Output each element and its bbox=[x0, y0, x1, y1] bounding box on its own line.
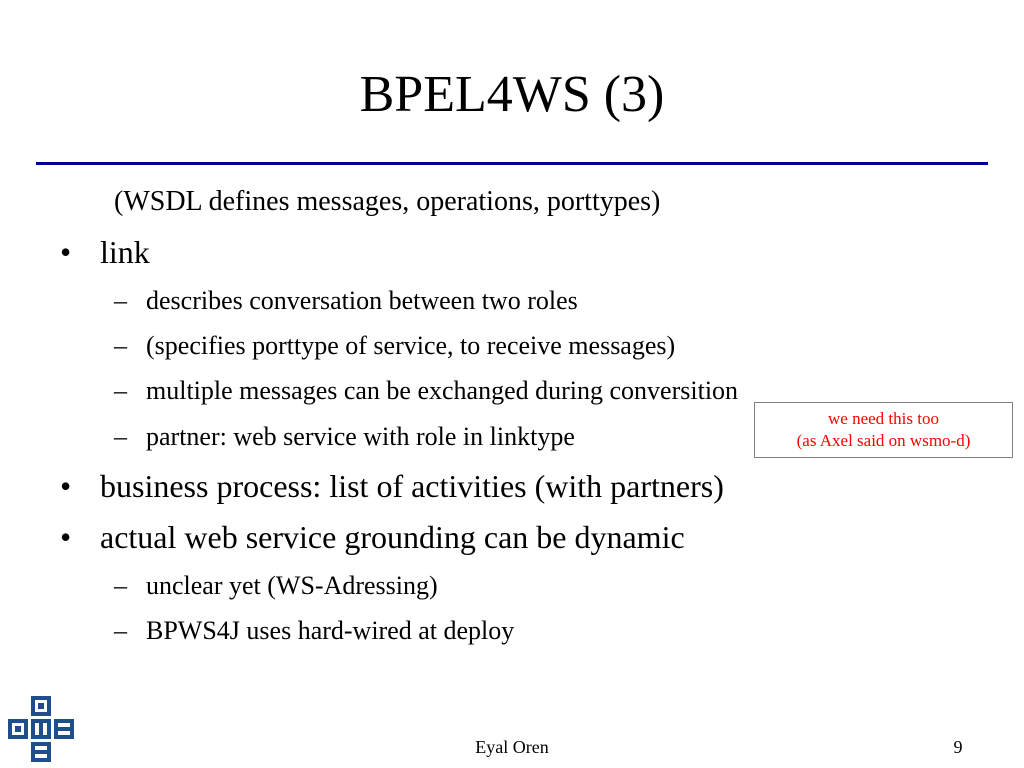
sub-bullet-marker: – bbox=[114, 571, 127, 600]
page-number: 9 bbox=[953, 737, 963, 757]
bullet-marker: • bbox=[60, 519, 72, 555]
sub-bullet-unclear bbox=[114, 569, 438, 603]
title-underline bbox=[36, 162, 988, 165]
sub-bullet-marker: – bbox=[114, 422, 127, 451]
sub-bullet-text: partner: web service with role in linktype bbox=[146, 422, 575, 451]
wsdl-note: (WSDL defines messages, operations, porttypes) bbox=[114, 186, 661, 217]
comment-line-2: (as Axel said on wsmo-d) bbox=[796, 431, 971, 450]
sub-bullet-bpws4j bbox=[114, 614, 514, 648]
sub-bullet-marker: – bbox=[114, 616, 127, 645]
sub-bullet-describes bbox=[114, 284, 578, 318]
bullet-business-process bbox=[60, 466, 724, 506]
bullet-grounding bbox=[60, 517, 685, 557]
sub-bullet-text: multiple messages can be exchanged during conversition bbox=[146, 376, 739, 405]
sub-bullet-marker: – bbox=[114, 331, 127, 360]
sub-bullet-marker: – bbox=[114, 286, 127, 315]
bullet-text: link bbox=[100, 234, 150, 270]
bullet-marker: • bbox=[60, 468, 72, 504]
bullet-text: actual web service grounding can be dynamic bbox=[100, 519, 685, 555]
sub-bullet-multiple-messages bbox=[114, 374, 738, 408]
sub-bullet-text: describes conversation between two roles bbox=[146, 286, 578, 315]
slide-title: BPEL4WS (3) bbox=[359, 66, 665, 123]
sub-bullet-text: BPWS4J uses hard-wired at deploy bbox=[146, 616, 515, 645]
bullet-link bbox=[60, 232, 150, 272]
sub-bullet-text: (specifies porttype of service, to receive messages) bbox=[146, 331, 676, 360]
sub-bullet-text: unclear yet (WS-Adressing) bbox=[146, 571, 438, 600]
footer-author: Eyal Oren bbox=[475, 737, 549, 757]
bullet-marker: • bbox=[60, 234, 72, 270]
comment-annotation[interactable] bbox=[754, 402, 1013, 458]
comment-line-1: we need this too bbox=[828, 409, 939, 428]
sub-bullet-specifies bbox=[114, 329, 675, 363]
sub-bullet-partner bbox=[114, 420, 575, 454]
bullet-text: business process: list of activities (with partners) bbox=[100, 468, 724, 504]
sub-bullet-marker: – bbox=[114, 376, 127, 405]
